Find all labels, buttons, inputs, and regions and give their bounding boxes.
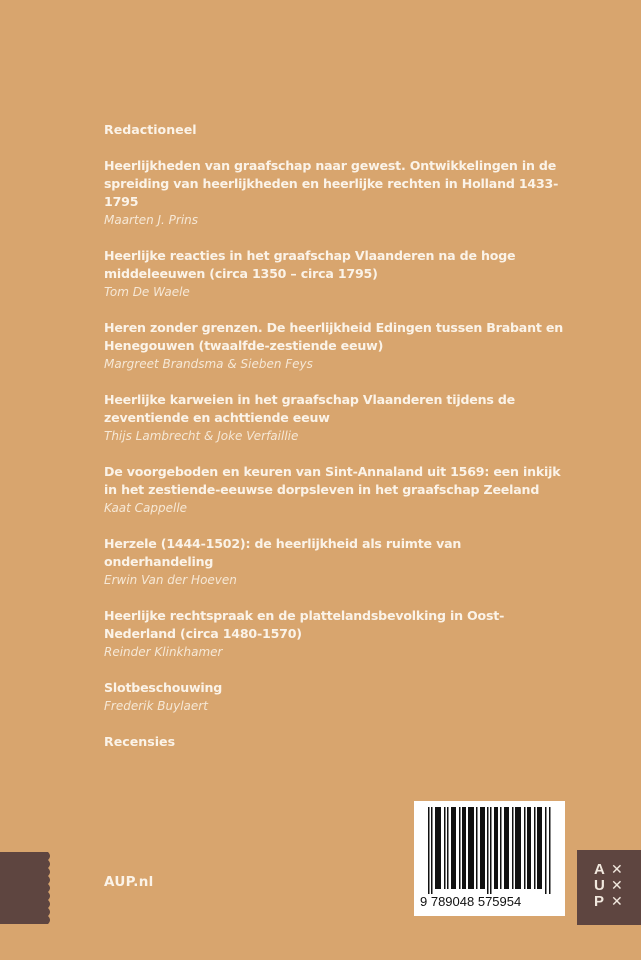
article-title: Heerlijke karweien in het graafschap Vlaanderen tijdens de zeventiende en achttiende eeuw	[104, 392, 516, 425]
isbn-barcode	[414, 801, 565, 916]
toc-entry	[104, 157, 574, 229]
toc-entry	[104, 247, 574, 301]
article-title: Heerlijkheden van graafschap naar gewest. Ontwikkelingen in de spreiding van heerlijkheden en heerlijke rechten in Holland 1433-1795	[104, 158, 559, 209]
article-author: Maarten J. Prins	[104, 213, 199, 227]
article-author: Tom De Waele	[104, 285, 190, 299]
article-title: De voorgeboden en keuren van Sint-Annaland uit 1569: een inkijk in het zestiende-eeuwse dorpsleven in het graafschap Zeeland	[104, 464, 561, 497]
article-author: Thijs Lambrecht & Joke Verfaillie	[104, 429, 299, 443]
cross-icon: ✕	[611, 862, 623, 878]
toc-entry	[104, 319, 574, 373]
article-author: Frederik Buylaert	[104, 699, 208, 713]
toc-entry	[104, 607, 574, 661]
wavy-edge-icon	[44, 852, 52, 924]
logo-letter-a: A	[594, 861, 605, 878]
article-title: Heren zonder grenzen. De heerlijkheid Edingen tussen Brabant en Henegouwen (twaalfde-zestiende eeuw)	[104, 320, 563, 353]
table-of-contents	[104, 121, 574, 769]
toc-entry	[104, 535, 574, 589]
section-reviews: Recensies	[104, 734, 176, 749]
toc-entry	[104, 463, 574, 517]
toc-entry	[104, 679, 574, 715]
cross-icon: ✕	[611, 878, 623, 894]
isbn-number: 9 789048 575954	[420, 894, 560, 909]
article-author: Margreet Brandsma & Sieben Feys	[104, 357, 313, 371]
article-title: Slotbeschouwing	[104, 680, 223, 695]
toc-entry	[104, 391, 574, 445]
article-title: Heerlijke reacties in het graafschap Vlaanderen na de hoge middeleeuwen (circa 1350 – circa 1795)	[104, 248, 516, 281]
article-author: Kaat Cappelle	[104, 501, 188, 515]
logo-letter-u: U	[594, 877, 605, 894]
aup-logo	[577, 850, 641, 925]
section-editorial: Redactioneel	[104, 122, 197, 137]
article-title: Heerlijke rechtspraak en de plattelandsbevolking in Oost-Nederland (circa 1480-1570)	[104, 608, 505, 641]
spine-tab-decoration	[0, 852, 48, 924]
cross-icon: ✕	[611, 894, 623, 910]
logo-crosses	[611, 862, 623, 910]
barcode-icon	[428, 807, 553, 899]
logo-letters	[594, 862, 605, 910]
article-author: Reinder Klinkhamer	[104, 645, 223, 659]
publisher-website: AUP.nl	[104, 874, 154, 890]
logo-letter-p: P	[594, 893, 605, 910]
article-title: Herzele (1444-1502): de heerlijkheid als ruimte van onderhandeling	[104, 536, 462, 569]
article-author: Erwin Van der Hoeven	[104, 573, 237, 587]
